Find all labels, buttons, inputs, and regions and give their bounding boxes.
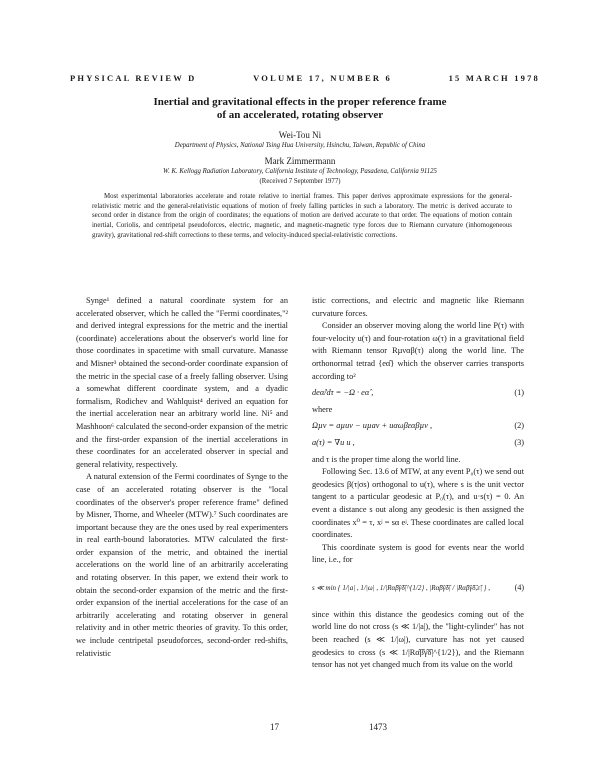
paper-title [60, 96, 540, 122]
right-paragraph-continued: istic corrections, and electric and magnetic like Riemann curvature forces. [312, 296, 524, 318]
author-name-1: Wei-Tou Ni [278, 130, 322, 140]
equation-1 [312, 387, 524, 400]
journal-name: PHYSICAL REVIEW D [70, 73, 197, 83]
left-column [76, 295, 288, 660]
equation-4 [312, 573, 524, 603]
equation-1-number: (1) [514, 388, 524, 398]
footer-page-number: 1473 [369, 722, 387, 732]
equation-2-number: (2) [514, 421, 524, 431]
issue-date: 15 MARCH 1978 [448, 73, 540, 83]
right-paragraph-4: This coordinate system is good for events near the world line, i.e., for [312, 542, 524, 565]
equation-4-number: (4) [514, 582, 524, 592]
author-affiliation-1: Department of Physics, National Tsing Hua University, Hsinchu, Taiwan, Republic of China [174, 142, 426, 149]
equation-3-number: (3) [514, 437, 524, 447]
equation-2 [312, 420, 524, 433]
footer-volume: 17 [270, 722, 279, 732]
received-date: (Received 7 September 1977) [259, 178, 341, 185]
abstract [92, 192, 512, 241]
title-line-1: Inertial and gravitational effects in the proper reference frame [153, 96, 447, 108]
author-affiliation-2: W. K. Kellogg Radiation Laboratory, California Institute of Technology, Pasadena, California 91125 [163, 168, 437, 175]
left-paragraph-1: Synge¹ defined a natural coordinate system for an accelerated observer, which he called the "Fermi coordinates,"² and derived integral expressions for the metric and the inertial (coordinate) accelerations about the observer's world line for those coordinates in spacetime with small curvature. Manasse and Misner³ obtained the second-order coordinate expansion of the metric in the special case of a freely falling observer. Using a somewhat different coordinate system, and a dyadic formalism, Rodichev and Wahlquist⁴ derived an equation for the inertial acceleration near an arbitrary world line. Ni⁵ and Mashhoon⁶ calculated the second-order expansion of the metric and the first-order expansion of the inertial accelerations in these coordinates for an accelerated observer in special and general relativity, respectively. [76, 296, 288, 469]
equation-2-body: Ωµν = aµuν − uµaν + uαωβεαβµν , [312, 421, 433, 431]
equation-4-body: s ≪ min { 1/|a| , 1/|ω| , 1/|Rα̂β̂γ̂δ̂|^{1/2} , |Rα̂β̂γ̂δ̂| / |Rα̂β̂γ̂δ̂,ε̂| } , [312, 583, 490, 592]
running-header [70, 73, 540, 83]
right-paragraph-3a: and τ is the proper time along the world line. [312, 454, 461, 464]
equation-1-body: deα̂/dτ = −Ω · eα̂ , [312, 388, 374, 398]
left-paragraph-2: A natural extension of the Fermi coordinates of Synge to the case of an accelerated rotating observer is the "local coordinates of the observer's proper reference frame" defined by Misner, Thorne, and Wheeler (MTW).⁷ Such coordinates are important because they are the ones used by real experimenters in real earth-bound laboratories. MTW calculated the first-order expansion of the metric, and obtained the inertial accelerations on the world line of an arbitrarily accelerating and rotating observer. In this paper, we extend their work to obtain the second-order expansion of the metric and the first-order expansion of the inertial accelerations for the case of an arbitrarily accelerating and rotating observer in general relativity and in other metric theories of gravity. To this order, we include centripetal pseudoforces, second-order red-shifts, relativistic [76, 472, 288, 658]
equation-3 [312, 437, 524, 450]
title-line-2: of an accelerated, rotating observer [216, 109, 384, 121]
equation-3-body: a(τ) = ∇u u , [312, 437, 355, 447]
author-name-2: Mark Zimmermann [264, 156, 336, 166]
right-paragraph-3: Following Sec. 13.6 of MTW, at any event P₀(τ) we send out geodesics β(τ|σs) orthogonal to u(τ), where s is the unit vector tangent to a particular geodesic at P₀(τ), and u·s(τ) = 0. An event a distance s out along any geodesic is then assigned the coordinates x⁰ = τ, xʲ = sα eʲ. These coordinates are called local coordinates. [312, 467, 524, 540]
right-paragraph-2: Consider an observer moving along the world line P(τ) with four-velocity u(τ) and four-rotation ω(τ) in a gravitational field with Riemann tensor Rµναβ(τ) along the world line. The orthonormal tetrad {eα̂} which the observer carries transports according to² [312, 321, 524, 381]
where-label: where [312, 404, 333, 414]
right-paragraph-5: since within this distance the geodesics coming out of the world line do not cross (s ≪ 1/|a|), the "light-cylinder" has not been reached (s ≪ 1/|ω|), curvature has not yet caused geodesics to cross (s ≪ 1/|Rα̂β̂γ̂δ̂|^{1/2}), and the Riemann tensor has not yet changed much from its value on the world [312, 609, 524, 670]
abstract-text: Most experimental laboratories accelerate and rotate relative to inertial frames. This paper derives approximate expressions for the general-relativistic metric and the general-relativistic equations of motion of freely falling particles in such a laboratory. The metric is derived accurate to second order in distance from the origin of coordinates; the equations of motion are derived accurate to that order. The equations of motion contain inertial, Coriolis, and centripetal pseudoforces, electric, magnetic, and magnetic-magnetic type forces due to Riemann curvature (inhomogeneous gravity), gravitational red-shift corrections to these terms, and velocity-induced special-relativistic corrections. [92, 193, 512, 239]
right-column [312, 295, 524, 672]
volume-number: VOLUME 17, NUMBER 6 [253, 73, 393, 83]
